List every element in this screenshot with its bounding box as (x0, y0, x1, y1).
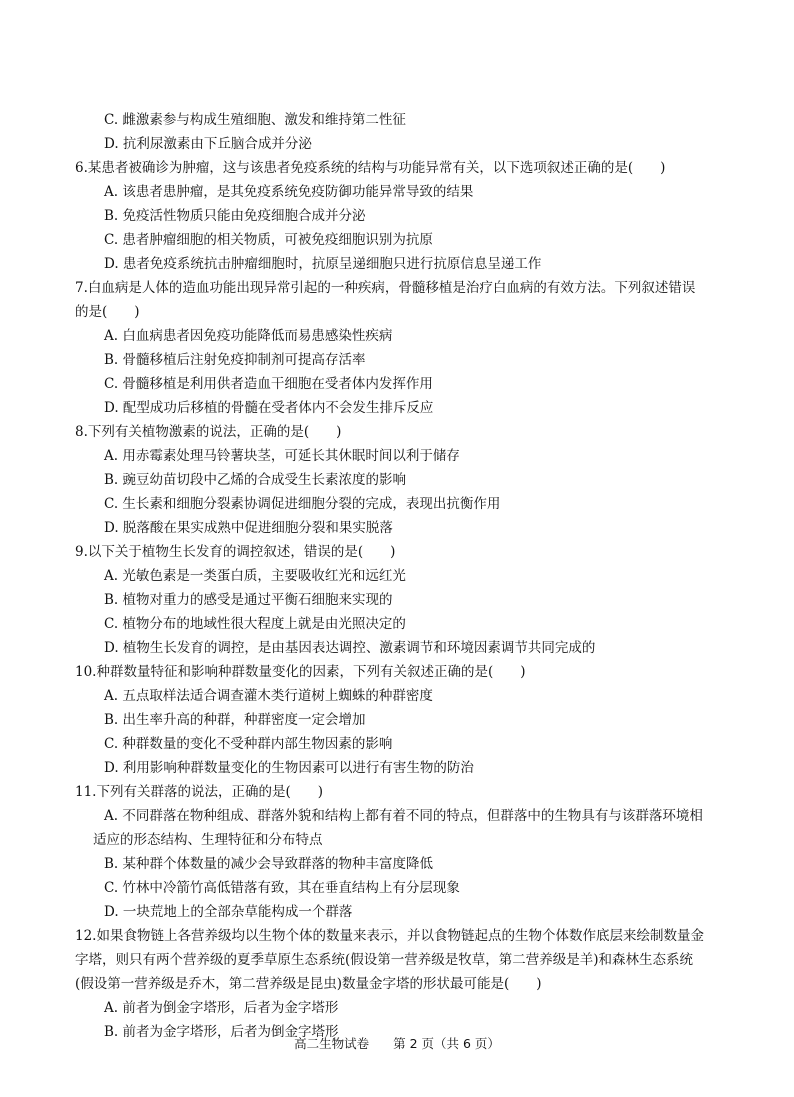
option-line: A. 用赤霉素处理马铃薯块茎，可延长其休眠时间以利于储存 (104, 448, 460, 464)
option-line: D. 患者免疫系统抗击肿瘤细胞时，抗原呈递细胞只进行抗原信息呈递工作 (104, 256, 542, 272)
option-line: A. 该患者患肿瘤，是其免疫系统免疫防御功能异常导致的结果 (104, 184, 474, 200)
continuation-line: 适应的形态结构、生理特征和分布特点 (93, 832, 323, 848)
question-line: 11.下列有关群落的说法，正确的是( ) (75, 784, 324, 800)
option-line: A. 白血病患者因免疫功能降低而易患感染性疾病 (104, 328, 393, 344)
option-line: B. 植物对重力的感受是通过平衡石细胞来实现的 (104, 592, 393, 608)
option-line: A. 前者为倒金字塔形，后者为金字塔形 (104, 1000, 339, 1016)
question-line: 12.如果食物链上各营养级均以生物个体的数量来表示，并以食物链起点的生物个体数作底层来绘制数量金 (75, 928, 704, 944)
option-line: D. 植物生长发育的调控，是由基因表达调控、激素调节和环境因素调节共同完成的 (104, 640, 596, 656)
option-line: D. 一块荒地上的全部杂草能构成一个群落 (104, 904, 353, 920)
option-line: A. 光敏色素是一类蛋白质，主要吸收红光和远红光 (104, 568, 406, 584)
option-line: C. 植物分布的地域性很大程度上就是由光照决定的 (104, 616, 406, 632)
option-line: C. 骨髓移植是利用供者造血干细胞在受者体内发挥作用 (104, 376, 433, 392)
option-line: D. 抗利尿激素由下丘脑合成并分泌 (104, 136, 312, 152)
option-line: D. 利用影响种群数量变化的生物因素可以进行有害生物的防治 (104, 760, 474, 776)
question-line: 的是( ) (75, 304, 140, 320)
footer-subject: 高二生物试卷 (294, 1036, 370, 1051)
option-line: B. 前者为金字塔形，后者为倒金字塔形 (104, 1024, 339, 1040)
option-line: D. 脱落酸在果实成熟中促进细胞分裂和果实脱落 (104, 520, 393, 536)
question-line: 字塔，则只有两个营养级的夏季草原生态系统(假设第一营养级是牧草，第二营养级是羊)和森林生态系统 (75, 952, 694, 968)
question-line: 8.下列有关植物激素的说法，正确的是( ) (75, 424, 342, 440)
question-line: 7.白血病是人体的造血功能出现异常引起的一种疾病，骨髓移植是治疗白血病的有效方法。下列叙述错误 (75, 280, 696, 296)
question-line: 10.种群数量特征和影响种群数量变化的因素，下列有关叙述正确的是( ) (75, 664, 526, 680)
option-line: B. 免疫活性物质只能由免疫细胞合成并分泌 (104, 208, 366, 224)
footer-page-number: 第 2 页（共 6 页） (393, 1036, 500, 1051)
option-line: B. 出生率升高的种群，种群密度一定会增加 (104, 712, 366, 728)
option-line: B. 某种群个体数量的减少会导致群落的物种丰富度降低 (104, 856, 434, 872)
exam-content (75, 108, 727, 1044)
question-line: 6.某患者被确诊为肿瘤，这与该患者免疫系统的结构与功能异常有关，以下选项叙述正确的是( ) (75, 160, 666, 176)
option-line: A. 不同群落在物种组成、群落外貌和结构上都有着不同的特点，但群落中的生物具有与该群落环境相 (104, 808, 703, 824)
option-line: C. 患者肿瘤细胞的相关物质，可被免疫细胞识别为抗原 (104, 232, 433, 248)
option-line: C. 生长素和细胞分裂素协调促进细胞分裂的完成，表现出抗衡作用 (104, 496, 501, 512)
option-line: D. 配型成功后移植的骨髓在受者体内不会发生排斥反应 (104, 400, 434, 416)
option-line: C. 竹林中冷箭竹高低错落有致，其在垂直结构上有分层现象 (104, 880, 460, 896)
option-line: A. 五点取样法适合调查灌木类行道树上蜘蛛的种群密度 (104, 688, 433, 704)
option-line: C. 种群数量的变化不受种群内部生物因素的影响 (104, 736, 393, 752)
question-line: (假设第一营养级是乔木，第二营养级是昆虫)数量金字塔的形状最可能是( ) (75, 976, 542, 992)
option-line: C. 雌激素参与构成生殖细胞、激发和维持第二性征 (104, 112, 406, 128)
option-line: B. 豌豆幼苗切段中乙烯的合成受生长素浓度的影响 (104, 472, 407, 488)
option-line: B. 骨髓移植后注射免疫抑制剂可提高存活率 (104, 352, 366, 368)
question-line: 9.以下关于植物生长发育的调控叙述，错误的是( ) (75, 544, 396, 560)
page-footer (0, 1034, 794, 1052)
